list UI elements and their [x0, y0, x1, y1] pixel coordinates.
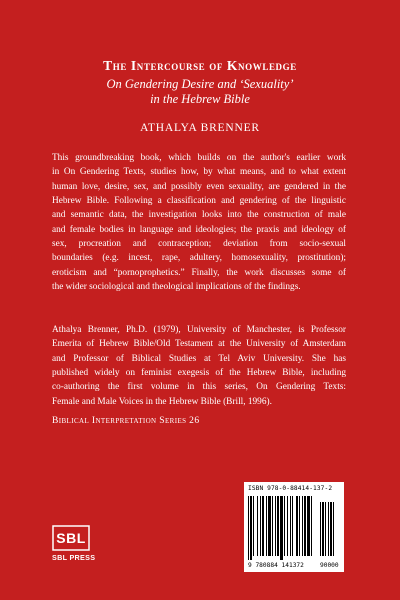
- barcode-digits: 9 780884 141372: [248, 562, 304, 569]
- author-name: ATHALYA BRENNER: [140, 122, 260, 134]
- bio-line: Female and Male Voices in the Hebrew Bible (Brill, 1996).: [52, 396, 272, 407]
- isbn-barcode: [244, 482, 344, 572]
- bio-line: published widely on feminist exegesis of the Hebrew Bible, including: [52, 368, 346, 379]
- description-line: human love, desire, sex, and possibly even sexuality, are gendered in the: [52, 181, 346, 192]
- description-line: and semantic data, the investigation looks into the construction of male: [52, 210, 346, 221]
- publisher-name: SBL PRESS: [52, 553, 96, 562]
- book-title: The Intercourse of Knowledge: [103, 58, 297, 73]
- publisher-logo: [52, 525, 96, 563]
- description-line: This groundbreaking book, which builds on the author's earlier work: [52, 153, 346, 163]
- series-name: Biblical Interpretation Series 26: [52, 416, 200, 426]
- logo-letters: SBL: [56, 530, 86, 546]
- price-code: 90000: [320, 562, 339, 569]
- bio-line: co-authoring the first volume in this series, On Gendering Texts:: [52, 382, 346, 393]
- description-line: boundaries (e.g. incest, rape, adultery, homosexuality, prostitution);: [52, 253, 346, 264]
- description-line: in On Gendering Texts, studies how, by what means, and to what extent: [52, 167, 346, 178]
- book-subtitle: [0, 77, 400, 107]
- bio-line: and Professor of Biblical Studies at Tel Aviv University. She has: [52, 353, 346, 364]
- bio-line: Emerita of Hebrew Bible/Old Testament at the University of Amsterdam: [52, 339, 346, 350]
- description-line: Hebrew Bible. Following a classification and gendering of the linguistic: [52, 196, 346, 207]
- book-description: [52, 151, 346, 294]
- bio-line: Athalya Brenner, Ph.D. (1979), University of Manchester, is Professor: [52, 325, 346, 335]
- subtitle-line-2: in the Hebrew Bible: [150, 92, 250, 106]
- barcode-icon: [248, 496, 340, 562]
- description-line: and female bodies in language and ideologies; the praxis and ideology of: [52, 224, 346, 235]
- description-line: the wider sociological and theological implications of the findings.: [52, 282, 301, 293]
- author-bio: [52, 323, 346, 409]
- description-line: sex, procreation and contraception; deviation from socio-sexual: [52, 239, 346, 250]
- description-line: eroticism and “pornoprophetics.” Finally, the work discusses some of: [52, 267, 346, 278]
- subtitle-line-1: On Gendering Desire and ‘Sexuality’: [106, 77, 294, 91]
- isbn-number: ISBN 978-0-88414-137-2: [248, 485, 333, 492]
